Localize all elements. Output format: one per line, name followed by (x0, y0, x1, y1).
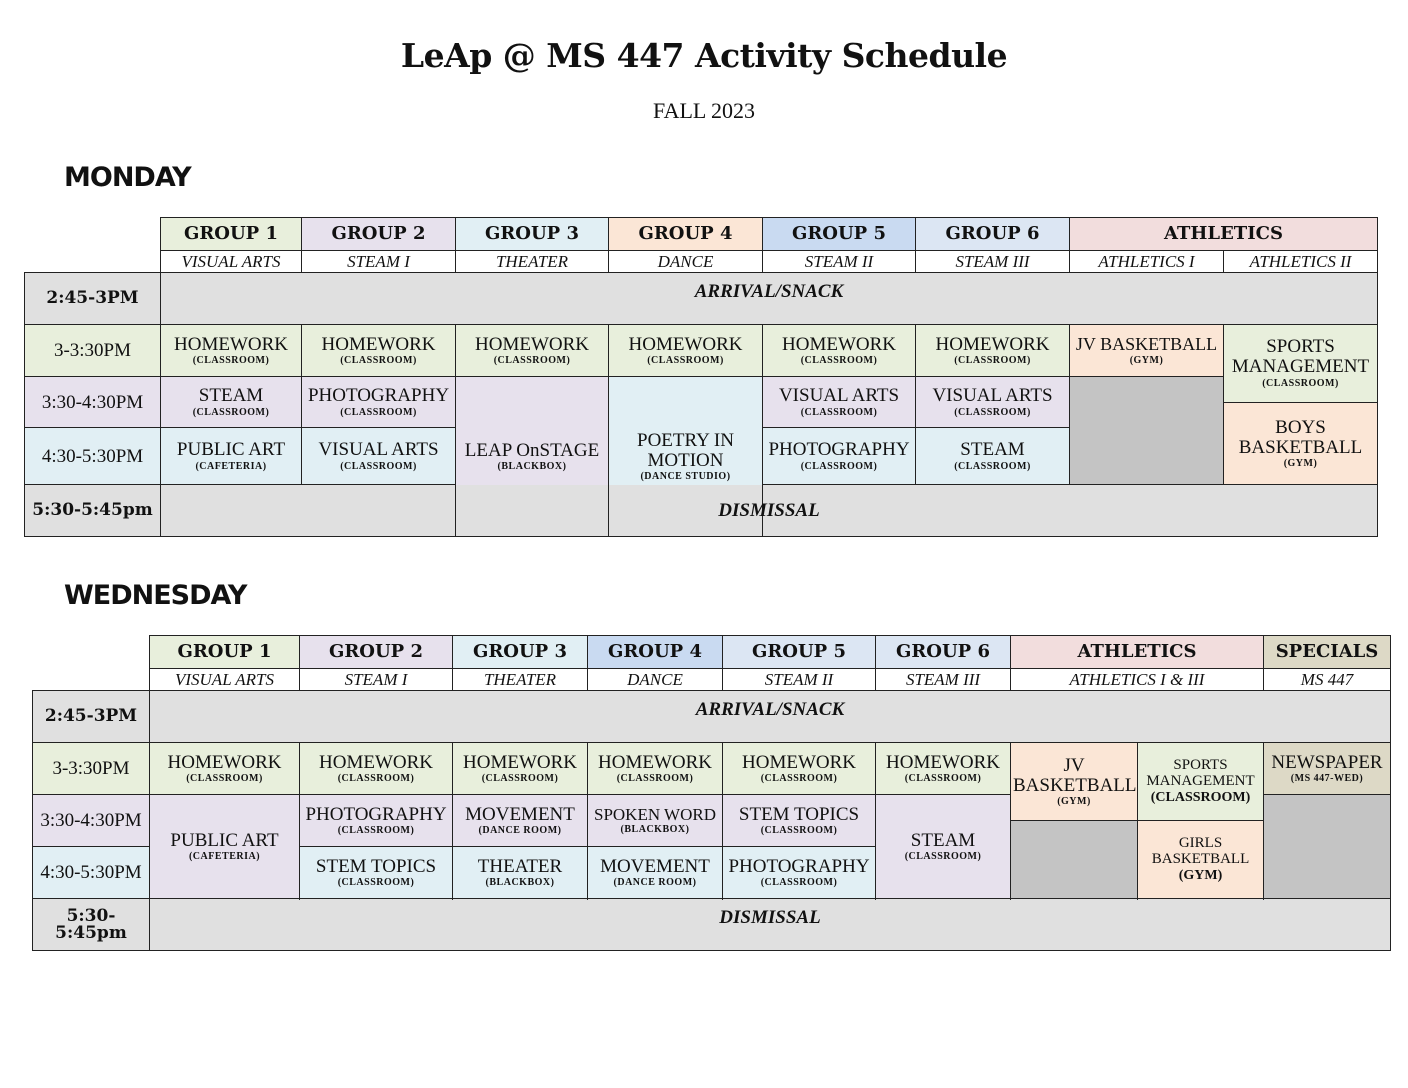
activity-room: (GYM) (1283, 458, 1318, 470)
time-slot: 3:30-4:30PM (25, 377, 161, 428)
group-header: GROUP 5 (763, 218, 916, 251)
group-header: GROUP 3 (456, 218, 609, 251)
activity-cell (723, 795, 876, 847)
activity-room: (CLASSROOM) (800, 406, 878, 418)
activity-name: PUBLIC ART (176, 439, 286, 461)
activity-cell (763, 428, 916, 485)
activity-cell (150, 743, 300, 795)
dismissal-band (161, 485, 1378, 537)
group-subject: VISUAL ARTS (161, 251, 302, 273)
activity-name: VISUAL ARTS (932, 385, 1053, 407)
subheader-corner (33, 669, 150, 691)
activity-room: (CLASSROOM) (800, 355, 878, 367)
activity-name: STEAM (960, 439, 1025, 461)
activity-name: SPOKEN WORD (593, 804, 716, 824)
activity-name: JV BASKETBALL (1013, 754, 1137, 796)
activity-name: POETRY IN MOTION (637, 429, 734, 471)
activity-name: BOYS BASKETBALL (1238, 416, 1363, 458)
activity-room: (DANCE ROOM) (613, 877, 697, 889)
activity-room: (CLASSROOM) (800, 460, 878, 472)
activity-room: (CLASSROOM) (760, 825, 838, 837)
group-header: GROUP 1 (161, 218, 302, 251)
group-subject: STEAM I (300, 669, 453, 691)
time-slot: 5:30-5:45pm (25, 485, 161, 537)
activity-name: NEWSPAPER (1271, 751, 1383, 773)
activity-cell (161, 428, 302, 485)
wednesday-heading: WEDNESDAY (64, 580, 247, 611)
jv-basketball-cell (1011, 743, 1138, 821)
time-slot: 2:45-3PM (25, 273, 161, 325)
page-title: LeAp @ MS 447 Activity Schedule (400, 36, 1008, 75)
group-subject: ATHLETICS I (1070, 251, 1224, 273)
activity-room: (DANCE STUDIO) (640, 471, 731, 483)
group-header: GROUP 2 (300, 636, 453, 669)
activity-name: LEAP OnSTAGE (464, 439, 600, 461)
activity-name: STEAM (910, 829, 976, 851)
header-corner (33, 636, 150, 669)
activity-name: HOMEWORK (319, 751, 433, 773)
activity-name: HOMEWORK (782, 333, 896, 355)
group-header: GROUP 2 (302, 218, 456, 251)
activity-cell (723, 743, 876, 795)
activity-room: (CAFETERIA) (195, 460, 267, 472)
group-subject: STEAM II (763, 251, 916, 273)
activity-cell (763, 325, 916, 377)
activity-room: (DANCE ROOM) (478, 825, 562, 837)
group-subject: STEAM III (876, 669, 1011, 691)
activity-room: (CLASSROOM) (493, 355, 571, 367)
activity-name: STEM TOPICS (738, 803, 860, 825)
group-subject: STEAM I (302, 251, 456, 273)
activity-name: GIRLS BASKETBALL (1151, 834, 1250, 867)
subheader-corner (25, 251, 161, 273)
activity-room: (CLASSROOM) (904, 773, 982, 785)
activity-room: (MS 447-WED) (1290, 773, 1364, 785)
activity-cell (161, 325, 302, 377)
activity-name: STEAM (198, 385, 264, 407)
arrival-label: ARRIVAL/SNACK (694, 281, 844, 302)
activity-room: (CLASSROOM) (340, 355, 417, 367)
newspaper-cell (1264, 743, 1391, 795)
activity-cell (723, 847, 876, 899)
activity-room: (CLASSROOM) (192, 406, 270, 418)
monday-heading: MONDAY (64, 162, 191, 193)
activity-room: (CLASSROOM) (954, 406, 1031, 418)
group-subject: ATHLETICS II (1224, 251, 1378, 273)
activity-name: STEM TOPICS (315, 855, 437, 877)
activity-room: (CLASSROOM) (337, 825, 415, 837)
activity-room: (CLASSROOM) (904, 851, 982, 863)
arrival-label: ARRIVAL/SNACK (695, 699, 845, 720)
group-subject: STEAM II (723, 669, 876, 691)
group-subject: ATHLETICS I & III (1011, 669, 1264, 691)
page-subtitle: FALL 2023 (652, 98, 756, 123)
arrival-band (150, 691, 1391, 743)
time-slot: 2:45-3PM (33, 691, 150, 743)
group-header: GROUP 4 (609, 218, 763, 251)
boys-basketball-cell (1224, 403, 1378, 485)
activity-name: PHOTOGRAPHY (305, 803, 447, 825)
activity-name: PHOTOGRAPHY (768, 439, 910, 461)
activity-room: (GYM) (1129, 354, 1164, 366)
activity-name: VISUAL ARTS (778, 385, 900, 407)
activity-cell (763, 377, 916, 428)
group-subject: THEATER (453, 669, 588, 691)
activity-room: (CLASSROOM) (647, 355, 724, 367)
wednesday-schedule-table (32, 635, 1391, 951)
empty-slot (1011, 821, 1138, 899)
athletics-header: ATHLETICS (1070, 218, 1378, 251)
activity-name: PUBLIC ART (170, 829, 279, 851)
activity-cell (456, 325, 609, 377)
activity-room: (BLACKBOX) (485, 877, 555, 889)
activity-name: VISUAL ARTS (318, 439, 439, 461)
time-slot: 3-3:30PM (25, 325, 161, 377)
group-subject: DANCE (609, 251, 763, 273)
activity-name: HOMEWORK (475, 333, 589, 355)
activity-name: HOMEWORK (935, 333, 1050, 355)
activity-room: (BLACKBOX) (497, 461, 567, 473)
activity-name: THEATER (477, 855, 563, 877)
activity-name: HOMEWORK (628, 333, 743, 355)
activity-cell (588, 795, 723, 847)
time-slot: 4:30-5:30PM (33, 847, 150, 899)
header-corner (25, 218, 161, 251)
activity-room: (GYM) (1057, 796, 1091, 808)
group-subject: DANCE (588, 669, 723, 691)
activity-cell (453, 847, 588, 899)
activity-name: MOVEMENT (465, 803, 575, 825)
empty-slot (1264, 795, 1391, 899)
activity-room: (CLASSROOM) (481, 773, 559, 785)
activity-room: (GYM) (1178, 868, 1223, 884)
activity-cell (876, 743, 1011, 795)
activity-cell (916, 428, 1070, 485)
activity-room: (CLASSROOM) (954, 460, 1031, 472)
time-slot: 3-3:30PM (33, 743, 150, 795)
group-subject: VISUAL ARTS (150, 669, 300, 691)
group-header: GROUP 6 (876, 636, 1011, 669)
activity-cell (300, 795, 453, 847)
activity-cell (300, 847, 453, 899)
activity-room: (CLASSROOM) (1262, 377, 1339, 389)
athletics-header: ATHLETICS (1011, 636, 1264, 669)
time-slot: 5:30-5:45pm (33, 899, 150, 951)
activity-name: PHOTOGRAPHY (728, 855, 870, 877)
activity-name: HOMEWORK (742, 751, 856, 773)
arrival-band (161, 273, 1378, 325)
activity-room: (CLASSROOM) (760, 773, 838, 785)
activity-room: (CLASSROOM) (1150, 790, 1251, 806)
activity-cell (302, 377, 456, 428)
sports-management-cell (1138, 743, 1264, 821)
activity-room: (CAFETERIA) (188, 851, 261, 863)
activity-room: (CLASSROOM) (337, 773, 415, 785)
activity-room: (CLASSROOM) (192, 355, 270, 367)
activity-room: (CLASSROOM) (954, 355, 1031, 367)
activity-cell (916, 325, 1070, 377)
activity-room: (BLACKBOX) (620, 824, 690, 836)
sports-management-cell (1224, 325, 1378, 403)
activity-room: (CLASSROOM) (616, 773, 694, 785)
group-header: GROUP 5 (723, 636, 876, 669)
activity-cell (609, 325, 763, 377)
group-header: GROUP 3 (453, 636, 588, 669)
activity-cell (302, 428, 456, 485)
activity-cell (588, 847, 723, 899)
group-header: GROUP 4 (588, 636, 723, 669)
group-subject: MS 447 (1264, 669, 1391, 691)
activity-room: (CLASSROOM) (340, 406, 417, 418)
dismissal-label: DISMISSAL (718, 500, 820, 521)
jv-basketball-cell (1070, 325, 1224, 377)
activity-room: (CLASSROOM) (340, 460, 417, 472)
group-subject: THEATER (456, 251, 609, 273)
time-slot: 4:30-5:30PM (25, 428, 161, 485)
dismissal-band (150, 899, 1391, 951)
dismissal-label: DISMISSAL (719, 907, 821, 928)
activity-name: HOMEWORK (321, 333, 436, 355)
activity-name: PHOTOGRAPHY (307, 385, 450, 407)
group-header: GROUP 6 (916, 218, 1070, 251)
time-slot: 3:30-4:30PM (33, 795, 150, 847)
activity-cell (300, 743, 453, 795)
activity-cell (588, 743, 723, 795)
monday-schedule-table (24, 217, 1378, 537)
activity-cell (161, 377, 302, 428)
activity-name: HOMEWORK (167, 751, 282, 773)
activity-name: SPORTS MANAGEMENT (1146, 756, 1255, 789)
activity-cell (302, 325, 456, 377)
activity-name: MOVEMENT (600, 855, 710, 877)
activity-room: (CLASSROOM) (760, 877, 838, 889)
girls-basketball-cell (1138, 821, 1264, 899)
activity-name: HOMEWORK (598, 751, 712, 773)
activity-cell (876, 795, 1011, 899)
activity-cell (150, 795, 300, 899)
activity-name: HOMEWORK (463, 751, 577, 773)
activity-name: HOMEWORK (174, 333, 288, 355)
activity-name: HOMEWORK (886, 751, 1000, 773)
activity-room: (CLASSROOM) (337, 877, 415, 889)
activity-room: (CLASSROOM) (186, 773, 263, 785)
activity-cell (916, 377, 1070, 428)
empty-slot (1070, 377, 1224, 485)
activity-cell (453, 795, 588, 847)
activity-name: SPORTS MANAGEMENT (1231, 336, 1370, 377)
group-subject: STEAM III (916, 251, 1070, 273)
group-header: GROUP 1 (150, 636, 300, 669)
activity-name: JV BASKETBALL (1075, 334, 1218, 355)
specials-header: SPECIALS (1264, 636, 1391, 669)
activity-cell (453, 743, 588, 795)
